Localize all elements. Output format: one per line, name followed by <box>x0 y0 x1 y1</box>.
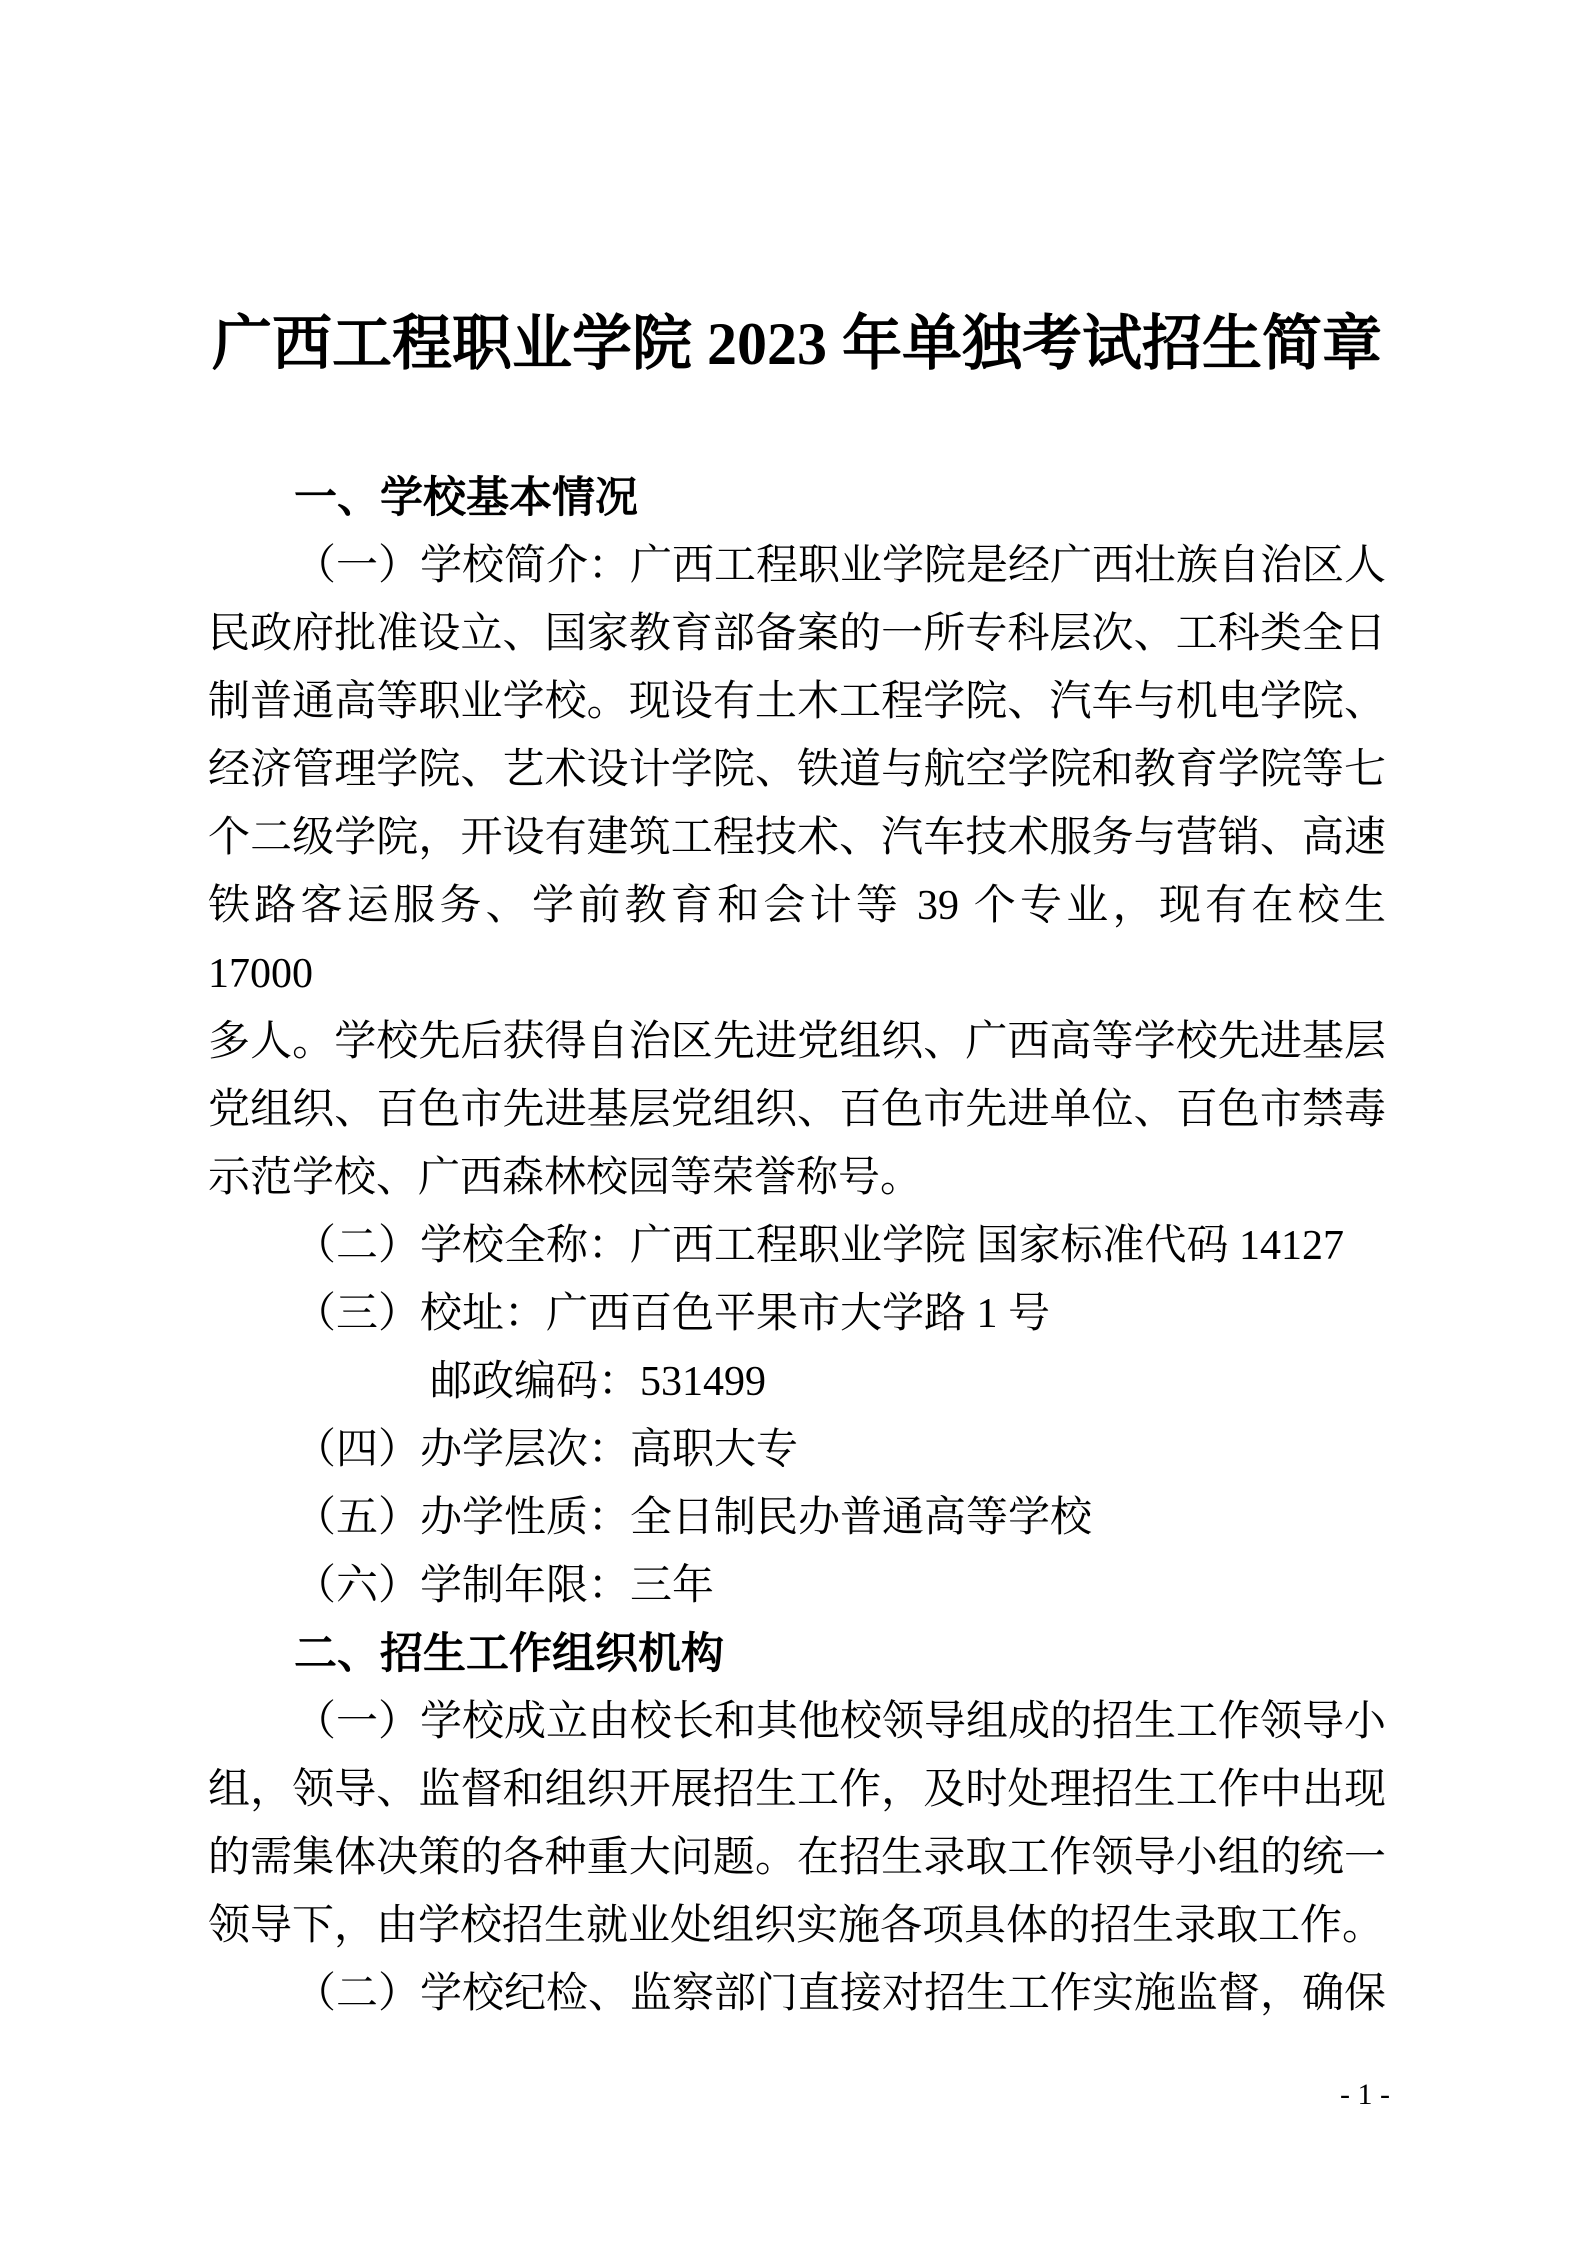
section-heading-2: 二、招生工作组织机构 <box>294 1630 724 1678</box>
document-title: 广西工程职业学院 2023 年单独考试招生简章 <box>212 311 1382 377</box>
document-content <box>208 308 1386 2028</box>
body-line: 多人。学校先后获得自治区先进党组织、广西高等学校先进基层 <box>208 1019 1386 1065</box>
body-line: （一）学校成立由校长和其他校领导组成的招生工作领导小 <box>294 1699 1387 1745</box>
body-line: （一）学校简介：广西工程职业学院是经广西壮族自治区人 <box>294 543 1387 589</box>
body-line: 的需集体决策的各种重大问题。在招生录取工作领导小组的统一 <box>208 1835 1386 1881</box>
list-item-duration: （六）学制年限：三年 <box>294 1563 715 1609</box>
section-heading-1: 一、学校基本情况 <box>294 474 638 522</box>
body-line: 领导下，由学校招生就业处组织实施各项具体的招生录取工作。 <box>208 1903 1385 1949</box>
list-item-level: （四）办学层次：高职大专 <box>294 1427 799 1473</box>
page-number: - 1 - <box>1340 2078 1390 2111</box>
list-item-address: （三）校址：广西百色平果市大学路 1 号 <box>294 1291 1051 1337</box>
body-line: 制普通高等职业学校。现设有土木工程学院、汽车与机电学院、 <box>208 679 1386 725</box>
body-line: 个二级学院，开设有建筑工程技术、汽车技术服务与营销、高速 <box>208 815 1386 861</box>
list-item-school-name: （二）学校全称：广西工程职业学院 国家标准代码 14127 <box>294 1223 1345 1269</box>
body-line: （二）学校纪检、监察部门直接对招生工作实施监督，确保 <box>294 1971 1387 2017</box>
body-line: 党组织、百色市先进基层党组织、百色市先进单位、百色市禁毒 <box>208 1087 1386 1133</box>
body-line: 经济管理学院、艺术设计学院、铁道与航空学院和教育学院等七 <box>208 747 1386 793</box>
list-item-postal-code: 邮政编码：531499 <box>430 1359 767 1405</box>
body-line: 铁路客运服务、学前教育和会计等 39 个专业，现有在校生 17000 <box>208 883 1386 997</box>
body-line: 组，领导、监督和组织开展招生工作，及时处理招生工作中出现 <box>208 1767 1386 1813</box>
body-line: 民政府批准设立、国家教育部备案的一所专科层次、工科类全日 <box>208 611 1386 657</box>
list-item-nature: （五）办学性质：全日制民办普通高等学校 <box>294 1495 1093 1541</box>
body-line: 示范学校、广西森林校园等荣誉称号。 <box>208 1155 923 1201</box>
